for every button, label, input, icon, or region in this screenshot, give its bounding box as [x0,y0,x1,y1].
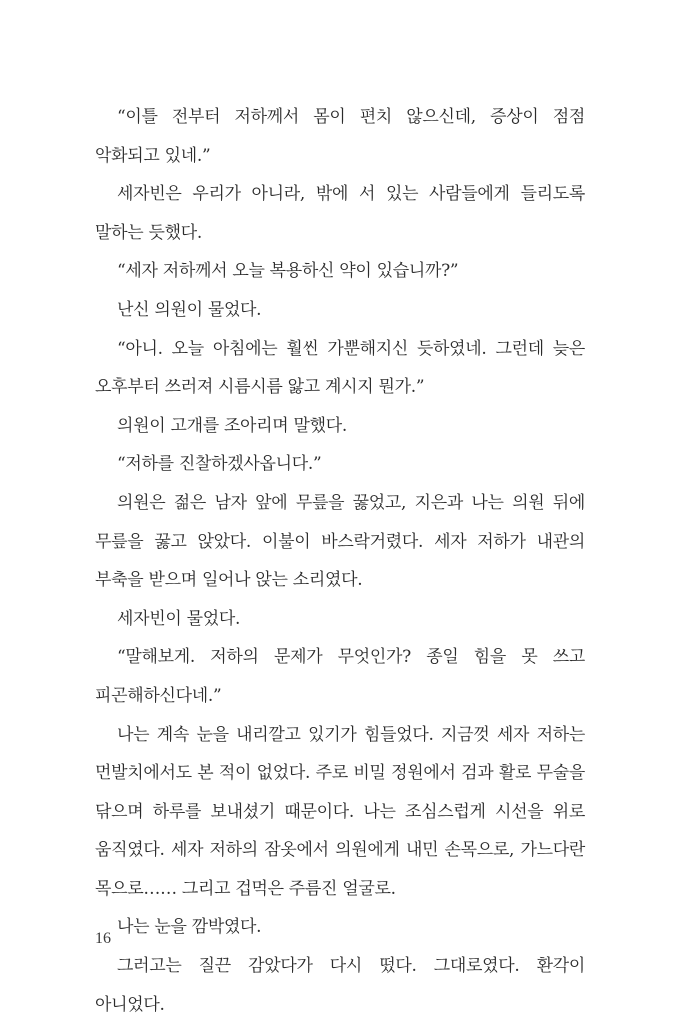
paragraph-10: “말해보게. 저하의 문제가 무엇인가? 종일 힘을 못 쓰고 피곤해하신다네.” [95,647,585,706]
paragraph-11: 나는 계속 눈을 내리깔고 있기가 힘들었다. 지금껏 세자 저하는 먼발치에서도 본 적이 없었다. 주로 비밀 정원에서 검과 활로 무술을 닦으며 하루를 보내셨기 때문이다. 나는 조심스럽게 시선을 위로 움직였다. 세자 저하의 잠옷에서 의원에게 내민 손목으로, 가느다란 목으로…… 그리고 겁먹은 주름진 얼굴로. [95,724,585,899]
paragraph-8: 의원은 젊은 남자 앞에 무릎을 꿇었고, 지은과 나는 의원 뒤에 무릎을 꿇고 앉았다. 이불이 바스락거렸다. 세자 저하가 내관의 부축을 받으며 일어나 앉는 소리였다. [95,492,585,591]
paragraph-4: 난신 의원이 물었다. [117,299,262,320]
paragraph-7: “저하를 진찰하겠사옵니다.” [117,454,322,475]
paragraph-6: 의원이 고개를 조아리며 말했다. [117,415,348,436]
paragraph-1: “이틀 전부터 저하께서 몸이 편치 않으신데, 증상이 점점 악화되고 있네.” [95,107,585,166]
paragraph-13: 그러고는 질끈 감았다가 다시 떴다. 그대로였다. 환각이 아니었다. [95,956,585,1015]
paragraph-9: 세자빈이 물었다. [117,608,241,629]
page-number: 16 [95,930,111,947]
paragraph-3: “세자 저하께서 오늘 복용하신 약이 있습니까?” [117,261,459,282]
body-text [95,98,585,1024]
paragraph-2: 세자빈은 우리가 아니라, 밖에 서 있는 사람들에게 들리도록 말하는 듯했다. [95,184,585,243]
paragraph-5: “아니. 오늘 아침에는 훨씬 가뿐해지신 듯하였네. 그런데 늦은 오후부터 쓰러져 시름시름 앓고 계시지 뭔가.” [95,338,585,398]
paragraph-12: 나는 눈을 깜박였다. [117,917,262,938]
